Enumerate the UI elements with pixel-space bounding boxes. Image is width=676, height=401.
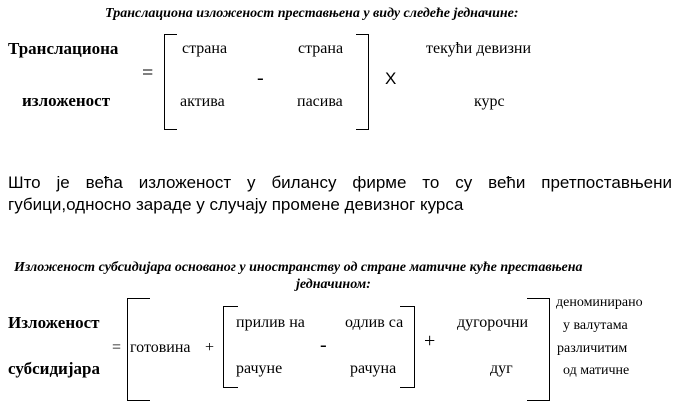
eq1-denominator-assets: актива [180, 93, 225, 110]
eq2-outer-right-bracket [527, 298, 550, 401]
eq2-lhs-line2: субсидијара [8, 359, 100, 378]
translation-exposure-title: Транслациона изложеност преставњена у виду следеће једначине: [105, 6, 519, 21]
eq1-denominator-liabilities: пасива [297, 93, 343, 110]
eq1-rate-line2: курс [474, 93, 505, 110]
eq2-note-line1: деноминирано [556, 295, 643, 310]
eq2-plus-sign-1: + [205, 339, 215, 356]
eq1-times-sign: X [385, 69, 397, 88]
eq2-note-line3: различитим [557, 341, 628, 356]
eq2-cash: готовина [130, 339, 191, 356]
eq1-lhs-line1: Транслациона [8, 39, 119, 58]
eq2-outflow-line2: рачуна [350, 360, 397, 377]
eq2-debt-line1: дугорочни [457, 314, 529, 331]
eq2-note-line4: од матичне [563, 363, 630, 378]
eq1-left-bracket [164, 34, 177, 130]
paragraph-line1: Што је већа изложеност у билансу фирме то су већи претпоставњени [8, 173, 672, 192]
eq2-minus-sign: - [320, 334, 327, 356]
subsidiary-exposure-title-line2: једначином: [296, 277, 371, 292]
eq1-rate-line1: текући девизни [426, 40, 532, 57]
eq2-inflow-line2: рачуне [236, 360, 283, 377]
subsidiary-exposure-title-line1: Изложеност субсидијара основаног у иностранству од стране матичне куће преставњена [14, 260, 583, 275]
eq2-outflow-line1: одлив са [345, 314, 404, 331]
eq2-lhs-line1: Изложеност [8, 313, 100, 332]
eq2-equals-sign: = [112, 339, 122, 356]
eq1-right-bracket [356, 34, 369, 130]
eq2-plus-sign-2: + [424, 330, 436, 352]
eq1-numerator-foreign-liabilities: страна [298, 40, 344, 57]
eq1-lhs-line2: изложеност [22, 91, 111, 110]
paragraph-line2: губици,односно зараде у случају промене девизног курса [8, 195, 464, 214]
eq1-equals-sign: = [142, 62, 154, 84]
eq2-inner-right-bracket [400, 306, 415, 388]
eq1-minus-sign: - [257, 67, 264, 89]
eq1-numerator-foreign-assets: страна [182, 40, 228, 57]
eq2-note-line2: у валутама [563, 318, 628, 333]
eq2-inflow-line1: прилив на [236, 314, 305, 331]
eq2-debt-line2: дуг [490, 360, 513, 377]
